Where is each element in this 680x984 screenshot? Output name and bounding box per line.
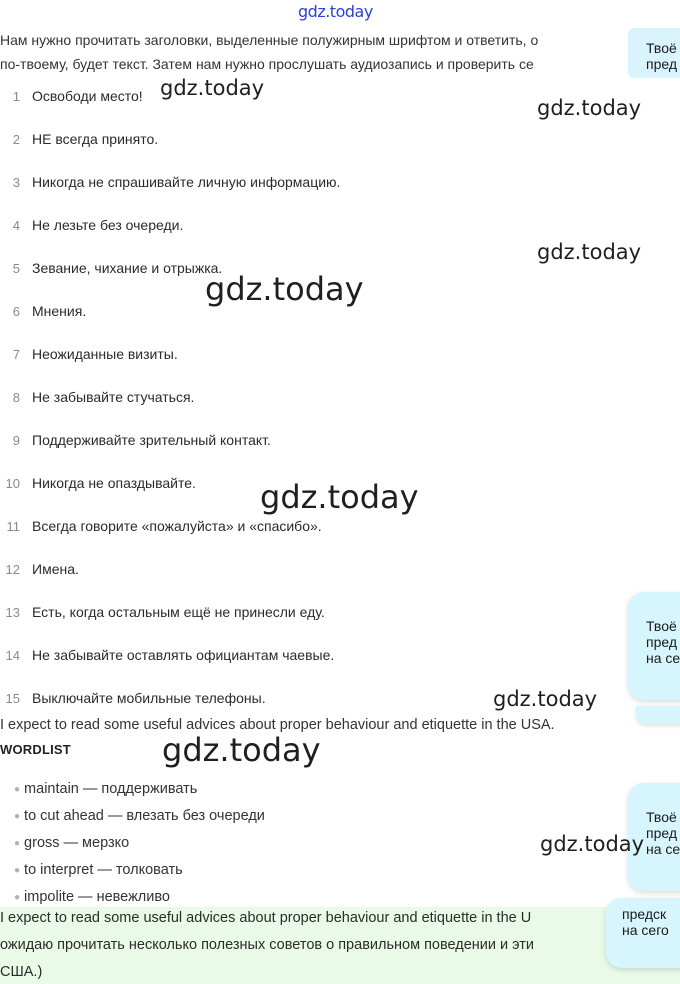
- tip-item: [0, 558, 79, 580]
- answer-line-3: США.): [0, 964, 43, 980]
- tip-item: [0, 644, 334, 666]
- tip-number: 15: [5, 690, 20, 706]
- bubble-text: на се: [646, 841, 680, 857]
- wordlist-title: WORDLIST: [0, 742, 71, 757]
- tip-number: 4: [12, 217, 20, 233]
- bullet-icon: ●: [14, 810, 21, 822]
- intro-line-2: по-твоему, будет текст. Затем нам нужно прослушать аудиозапись и проверить се: [0, 56, 534, 72]
- tip-text: Неожиданные визиты.: [32, 346, 178, 362]
- tip-item: [0, 171, 340, 193]
- bubble-text: Твоё: [646, 809, 677, 825]
- watermark: gdz.today: [540, 832, 645, 856]
- tip-item: [0, 128, 158, 150]
- tip-item: [0, 300, 86, 322]
- watermark: gdz.today: [160, 76, 265, 100]
- tip-number: 6: [12, 303, 20, 319]
- bubble-text: пред: [646, 825, 678, 841]
- answer-line-1: I expect to read some useful advices about proper behaviour and etiquette in the U: [0, 910, 532, 926]
- bubble-text: на се: [646, 650, 680, 666]
- tip-item: [0, 257, 222, 279]
- tip-text: Выключайте мобильные телефоны.: [32, 690, 266, 706]
- bullet-icon: ●: [14, 864, 21, 876]
- tip-item: [0, 601, 325, 623]
- intro-text: [0, 28, 630, 76]
- tip-number: 7: [12, 346, 20, 362]
- tip-item: [0, 515, 322, 537]
- bubble-text: пред: [646, 634, 678, 650]
- tip-text: Есть, когда остальным ещё не принесли еду.: [32, 604, 325, 620]
- chat-bubble[interactable]: [628, 592, 680, 700]
- tip-number: 2: [12, 131, 20, 147]
- tip-text: Поддерживайте зрительный контакт.: [32, 432, 271, 448]
- tip-text: Не забывайте оставлять официантам чаевые.: [32, 647, 335, 663]
- tip-number: 1: [12, 88, 20, 104]
- wordlist-entry: impolite — невежливо: [24, 889, 170, 905]
- chat-bubble[interactable]: [606, 898, 680, 968]
- tip-text: НЕ всегда принято.: [32, 131, 159, 147]
- wordlist-item: [14, 889, 170, 905]
- bullet-icon: ●: [14, 783, 21, 795]
- watermark: gdz.today: [260, 478, 419, 516]
- bullet-icon: ●: [14, 837, 21, 849]
- tip-item: [0, 472, 196, 494]
- watermark: gdz.today: [493, 687, 598, 711]
- watermark-top: gdz.today: [298, 2, 373, 21]
- tip-text: Не забывайте стучаться.: [32, 389, 195, 405]
- watermark: gdz.today: [205, 270, 364, 308]
- wordlist-entry: to interpret — толковать: [24, 862, 183, 878]
- tip-number: 11: [6, 518, 20, 534]
- tip-number: 13: [5, 604, 20, 620]
- tip-text: Всегда говорите «пожалуйста» и «спасибо».: [32, 518, 322, 534]
- tip-text: Никогда не спрашивайте личную информацию.: [32, 174, 341, 190]
- bubble-text: на сего: [622, 922, 669, 938]
- tip-number: 3: [12, 174, 20, 190]
- bubble-text: пред: [646, 56, 678, 72]
- tip-number: 14: [5, 647, 20, 663]
- answer-block: [0, 907, 680, 984]
- watermark: gdz.today: [537, 240, 642, 264]
- bubble-text: предск: [622, 906, 667, 922]
- tip-number: 5: [12, 260, 20, 276]
- tip-item: [0, 85, 143, 107]
- bullet-icon: ●: [14, 891, 21, 903]
- bubble-text: Твоё: [646, 618, 677, 634]
- tip-item: [0, 687, 266, 709]
- wordlist-entry: to cut ahead — влезать без очереди: [24, 808, 265, 824]
- tip-text: Не лезьте без очереди.: [32, 217, 184, 233]
- chat-bubble[interactable]: [628, 28, 680, 78]
- wordlist-entry: gross — мерзко: [24, 835, 130, 851]
- tip-item: [0, 429, 271, 451]
- tip-number: 12: [5, 561, 20, 577]
- tip-item: [0, 214, 183, 236]
- tip-item: [0, 343, 178, 365]
- tip-number: 9: [12, 432, 20, 448]
- watermark: gdz.today: [162, 731, 321, 769]
- wordlist-item: [14, 808, 265, 824]
- tip-text: Мнения.: [32, 303, 87, 319]
- wordlist-item: [14, 835, 129, 851]
- tip-item: [0, 386, 194, 408]
- tip-text: Освободи место!: [32, 88, 143, 104]
- tip-number: 8: [12, 389, 20, 405]
- intro-line-1: Нам нужно прочитать заголовки, выделенные полужирным шрифтом и ответить, о: [0, 32, 539, 48]
- wordlist-item: [14, 862, 183, 878]
- expect-text: I expect to read some useful advices about proper behaviour and etiquette in the USA.: [0, 717, 555, 733]
- wordlist-entry: maintain — поддерживать: [24, 781, 198, 797]
- tip-text: Зевание, чихание и отрыжка.: [32, 260, 223, 276]
- tip-text: Никогда не опаздывайте.: [32, 475, 196, 491]
- chat-bubble-tail: [636, 706, 680, 724]
- answer-line-2: ожидаю прочитать несколько полезных советов о правильном поведении и эти: [0, 937, 534, 953]
- tip-text: Имена.: [32, 561, 79, 577]
- wordlist-item: [14, 781, 197, 797]
- tip-number: 10: [5, 475, 20, 491]
- watermark: gdz.today: [537, 96, 642, 120]
- bubble-text: Твоё: [646, 40, 677, 56]
